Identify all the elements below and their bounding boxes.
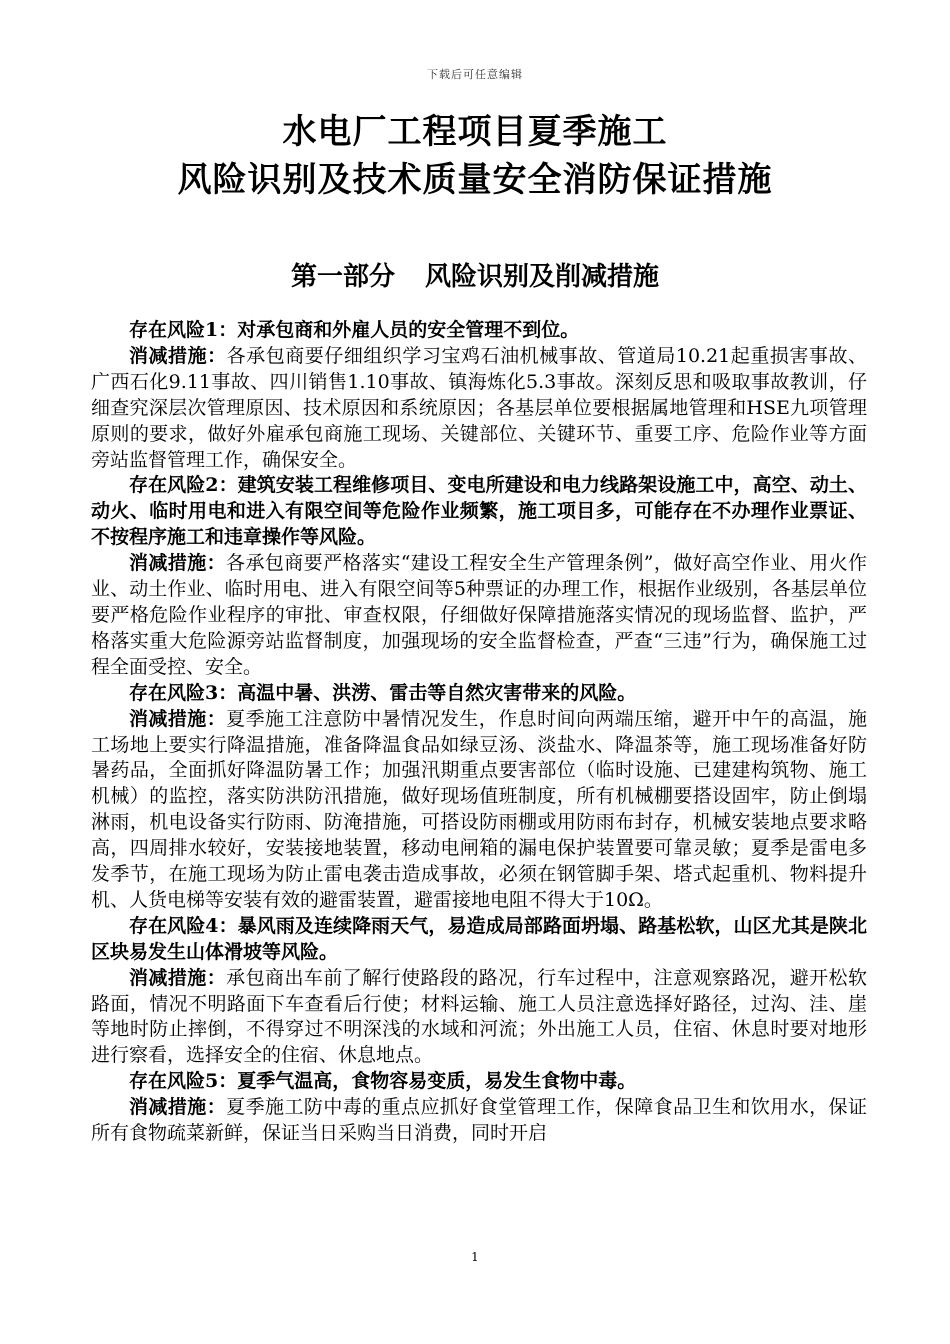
measure-paragraph-3: [91, 707, 867, 914]
page-number: 1: [471, 1250, 479, 1264]
risk-heading-3: 存在风险3：高温中暑、洪涝、雷击等自然灾害带来的风险。: [129, 681, 637, 704]
risk-heading-4: 存在风险4：暴风雨及连续降雨天气，易造成局部路面坍塌、路基松软，山区尤其是陕北区块易发生山体滑坡等风险。: [91, 914, 867, 963]
measure-paragraph-2: [91, 551, 867, 681]
measure-label: 消减措施：: [129, 966, 227, 989]
risk-heading-5: 存在风险5：夏季气温高，食物容易变质，易发生食物中毒。: [129, 1070, 637, 1093]
risk-heading-1: 存在风险1：对承包商和外雇人员的安全管理不到位。: [129, 319, 580, 341]
measure-text: 夏季施工防中毒的重点应抓好食堂管理工作，保障食品卫生和饮用水，保证所有食物疏菜新鲜，保证当日采购当日消费，同时开启: [91, 1096, 867, 1145]
measure-paragraph-1: [91, 344, 867, 474]
measure-label: 消减措施：: [129, 552, 227, 575]
document-title-line-1: 水电厂工程项目夏季施工: [282, 112, 668, 152]
measure-label: 消减措施：: [129, 344, 227, 367]
section-part-label: 第一部分: [290, 262, 395, 292]
measure-text: 各承包商要仔细组织学习宝鸡石油机械事故、管道局10.21起重损害事故、广西石化9.11事故、四川销售1.10事故、镇海炼化5.3事故。深刻反思和吸取事故教训，仔细查究深层次管理原因、技术原因和系统原因；各基层单位要根据属地管理和HSE九项管理原则的要求，做好外雇承包商施工现场、关键部位、关键环节、重要工序、危险作业等方面旁站监督管理工作，确保安全。: [91, 344, 867, 471]
section-name: 风险识别及削减措施: [425, 262, 660, 292]
measure-paragraph-5: [91, 1095, 867, 1147]
document-title-line-2: 风险识别及技术质量安全消防保证措施: [177, 160, 773, 200]
section-title: [0, 256, 950, 293]
measure-label: 消减措施：: [129, 707, 227, 730]
document-body: [91, 318, 867, 1147]
header-note: 下载后可任意编辑: [427, 68, 523, 81]
measure-label: 消减措施：: [129, 1096, 227, 1119]
measure-paragraph-4: [91, 966, 867, 1070]
measure-text: 夏季施工注意防中暑情况发生，作息时间向两端压缩，避开中午的高温，施工场地上要实行降温措施，准备降温食品如绿豆汤、淡盐水、降温茶等，施工现场准备好防暑药品，全面抓好降温防暑工作；加强汛期重点要害部位（临时设施、已建建构筑物、施工机械）的监控，落实防洪防汛措施，做好现场值班制度，所有机械棚要搭设固牢，防止倒塌淋雨，机电设备实行防雨、防淹措施，可搭设防雨棚或用防雨布封存，机械安装地点要求略高，四周排水较好，安装接地装置，移动电闸箱的漏电保护装置要可靠灵敏；夏季是雷电多发季节，在施工现场为防止雷电袭击造成事故，必须在钢管脚手架、塔式起重机、物料提升机、人货电梯等安装有效的避雷装置，避雷接地电阻不得大于10Ω。: [91, 707, 867, 911]
measure-text: 各承包商要严格落实“建设工程安全生产管理条例”，做好高空作业、用火作业、动土作业、临时用电、进入有限空间等5种票证的办理工作，根据作业级别，各基层单位要严格危险作业程序的审批、审查权限，仔细做好保障措施落实情况的现场监督、监护，严格落实重大危险源旁站监督制度，加强现场的安全监督检查，严查“三违”行为，确保施工过程全面受控、安全。: [91, 552, 867, 678]
risk-heading-2: 存在风险2：建筑安装工程维修项目、变电所建设和电力线路架设施工中，高空、动土、动火、临时用电和进入有限空间等危险作业频繁，施工项目多，可能存在不办理作业票证、不按程序施工和违章操作等风险。: [91, 474, 867, 549]
measure-text: 承包商出车前了解行使路段的路况，行车过程中，注意观察路况，避开松软路面，情况不明路面下车查看后行使；材料运输、施工人员注意选择好路径，过沟、洼、崖等地时防止摔倒，不得穿过不明深浅的水域和河流；外出施工人员，住宿、休息时要对地形进行察看，选择安全的住宿、休息地点。: [91, 966, 867, 1067]
